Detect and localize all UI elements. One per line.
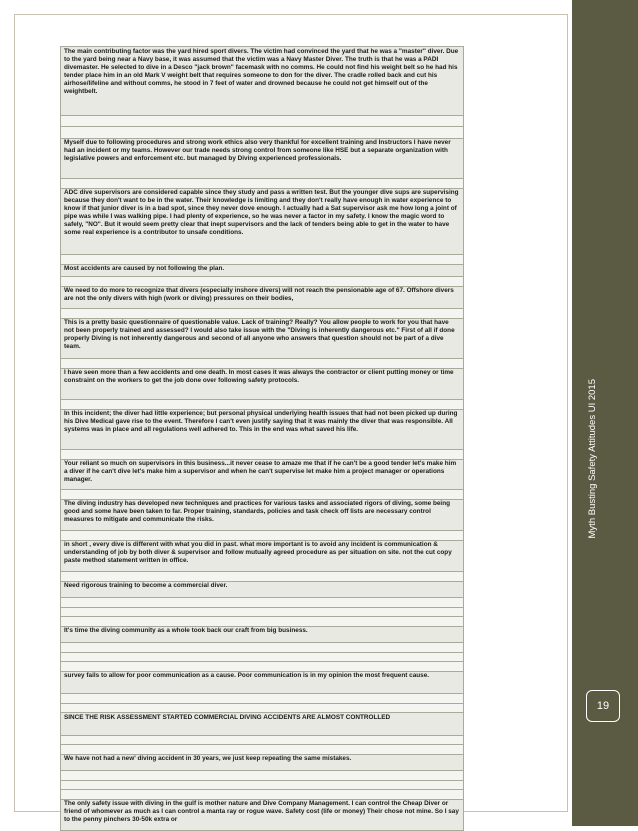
empty-cell bbox=[61, 771, 464, 781]
response-row bbox=[61, 409, 464, 450]
spacer-row bbox=[61, 490, 464, 500]
spacer-row bbox=[61, 179, 464, 189]
response-row bbox=[61, 540, 464, 572]
response-cell: survey fails to allow for poor communication as a cause. Poor communication is in my opinion the most frequent cause. bbox=[61, 671, 464, 694]
response-cell: The only safety issue with diving in the gulf is mother nature and Dive Company Management. I can control the Cheap Diver or friend of whomever as much as I can control a manta ray or rogue wave. Safety cost (life or money) Their chose not mine. So I say to the penny pinchers 30-50k extra or bbox=[61, 799, 464, 831]
spacer-row bbox=[61, 771, 464, 781]
response-row bbox=[61, 626, 464, 643]
empty-cell bbox=[61, 127, 464, 139]
response-cell: The diving industry has developed new techniques and practices for various tasks and associated rigors of diving, some being good and some have been taken to far. Proper training, standards, policies and task check off lists are necessary control measures to mitigate and communicate the risks. bbox=[61, 499, 464, 531]
empty-cell bbox=[61, 572, 464, 582]
response-row bbox=[61, 264, 464, 277]
empty-cell bbox=[61, 531, 464, 541]
spacer-row bbox=[61, 745, 464, 755]
spacer-row bbox=[61, 127, 464, 139]
response-row bbox=[61, 286, 464, 309]
response-row bbox=[61, 581, 464, 598]
response-cell: It's time the diving community as a whole took back our craft from big business. bbox=[61, 626, 464, 643]
spacer-row bbox=[61, 450, 464, 460]
empty-cell bbox=[61, 662, 464, 672]
response-row bbox=[61, 713, 464, 736]
empty-cell bbox=[61, 359, 464, 369]
empty-cell bbox=[61, 735, 464, 745]
spacer-row bbox=[61, 780, 464, 790]
response-row bbox=[61, 368, 464, 400]
response-row bbox=[61, 188, 464, 255]
response-cell: In this incident; the diver had little experience; but personal physical underlying health issues that had not been picked up during his Dive Medical gave rise to the event. Therefore I can't even justify saying that it was mainly the diver that was responsible. All systems was in place and all regulations well adhered to. This in the end was what saved his life. bbox=[61, 409, 464, 450]
page-number: 19 bbox=[596, 700, 610, 712]
empty-cell bbox=[61, 490, 464, 500]
response-row bbox=[61, 47, 464, 116]
empty-cell bbox=[61, 617, 464, 627]
empty-cell bbox=[61, 652, 464, 662]
response-cell: Need rigorous training to become a commercial diver. bbox=[61, 581, 464, 598]
empty-cell bbox=[61, 607, 464, 617]
empty-cell bbox=[61, 400, 464, 410]
spacer-row bbox=[61, 643, 464, 653]
spacer-row bbox=[61, 255, 464, 265]
sidebar-divider bbox=[570, 0, 572, 826]
empty-cell bbox=[61, 598, 464, 608]
response-cell: I have seen more than a few accidents and one death. In most cases it was always the contractor or client putting money or time constraint on the workers to get the job done over following safety protocols. bbox=[61, 368, 464, 400]
spacer-row bbox=[61, 694, 464, 704]
spacer-row bbox=[61, 598, 464, 608]
empty-cell bbox=[61, 790, 464, 800]
response-cell: We need to do more to recognize that divers (especially inshore divers) will not reach the pensionable age of 67. Offshore divers are not the only divers with high (work or diving) pressures on their bodies, bbox=[61, 286, 464, 309]
spacer-row bbox=[61, 277, 464, 287]
empty-cell bbox=[61, 643, 464, 653]
response-row bbox=[61, 459, 464, 490]
empty-cell bbox=[61, 115, 464, 127]
page-number-badge bbox=[586, 690, 620, 722]
spacer-row bbox=[61, 703, 464, 713]
response-cell: Most accidents are caused by not following the plan. bbox=[61, 264, 464, 277]
response-row bbox=[61, 138, 464, 179]
spacer-row bbox=[61, 607, 464, 617]
empty-cell bbox=[61, 309, 464, 319]
response-cell: SINCE THE RISK ASSESSMENT STARTED COMMERCIAL DIVING ACCIDENTS ARE ALMOST CONTROLLED bbox=[61, 713, 464, 736]
response-cell: ADC dive supervisors are considered capable since they study and pass a written test. But the younger dive sups are supervising because they don't want to be in the water. Their knowledge is limiting and they don't really have enough in water experience to know if that junior diver is in a bad spot, since they never dove enough. I actually had a Sat supervisor ask me how long a joint of pipe was while I was walking pipe. I had plenty of experience, so he was never a factor in my safety. I know the magic word to safely, "NO". But it would seem pretty clear that inept supervisors and the lack of tenders being able to get in the water to have some real experience is a contributor to unsafe conditions. bbox=[61, 188, 464, 255]
document-title: Myth Busting Safety Attitudes UI 2015 bbox=[586, 378, 598, 538]
response-row bbox=[61, 499, 464, 531]
spacer-row bbox=[61, 652, 464, 662]
response-cell: This is a pretty basic questionnaire of questionable value. Lack of training? Really? You allow people to work for you that have not been properly trained and assessed? I would also take issue with the "Diving is inherently dangerous etc." First of all if done properly Diving is not inherently dangerous and second of all anyone who answers that question should not be part of a dive team. bbox=[61, 318, 464, 359]
document-title-vertical bbox=[574, 8, 610, 538]
empty-cell bbox=[61, 450, 464, 460]
spacer-row bbox=[61, 790, 464, 800]
survey-responses-table bbox=[60, 46, 464, 831]
spacer-row bbox=[61, 735, 464, 745]
spacer-row bbox=[61, 359, 464, 369]
empty-cell bbox=[61, 703, 464, 713]
response-row bbox=[61, 318, 464, 359]
empty-cell bbox=[61, 255, 464, 265]
spacer-row bbox=[61, 115, 464, 127]
response-row bbox=[61, 671, 464, 694]
empty-cell bbox=[61, 277, 464, 287]
response-cell: The main contributing factor was the yard hired sport divers. The victim had convinced the yard that he was a "master" diver. Due to the yard being near a Navy base, it was assumed that the victim was a Navy Master Diver. The truth is that he was a PADI divemaster. He selected to dive in a Desco "jack brown" facemask with no comms. He could not find his weight belt so he had his tender place him in an old Mark V weight belt that requires someone to don for the diver. The cradle rolled back and cut his airhose/lifeline and without comms, he stood in 7 feet of water and drowned because he could not get himself out of the weightbelt. bbox=[61, 47, 464, 116]
response-cell: We have not had a new' diving accident in 30 years, we just keep repeating the same mistakes. bbox=[61, 754, 464, 771]
response-cell: Your reliant so much on supervisors in this business...it never cease to amaze me that if he can't be a good tender let's make him a diver if he can't dive let's make him a supervisor and when he can't supervise let make him a project manager or operations manager. bbox=[61, 459, 464, 490]
response-cell: Myself due to following procedures and strong work ethics also very thankful for excellent training and Instructors I have never had an incident or my teams. However our trade needs strong control from someone like HSE but a separate organization with legislative powers and enforcement etc. but managed by Diving experienced professionals. bbox=[61, 138, 464, 179]
empty-cell bbox=[61, 694, 464, 704]
spacer-row bbox=[61, 617, 464, 627]
spacer-row bbox=[61, 572, 464, 582]
spacer-row bbox=[61, 309, 464, 319]
spacer-row bbox=[61, 662, 464, 672]
empty-cell bbox=[61, 179, 464, 189]
response-cell: in short , every dive is different with what you did in past. what more important is to avoid any incident is communication & understanding of job by both diver & supervisor and follow mutually agreed procedure as per situation on site. not the cut copy paste method statement written in office. bbox=[61, 540, 464, 572]
empty-cell bbox=[61, 780, 464, 790]
spacer-row bbox=[61, 531, 464, 541]
empty-cell bbox=[61, 745, 464, 755]
response-row bbox=[61, 754, 464, 771]
spacer-row bbox=[61, 400, 464, 410]
